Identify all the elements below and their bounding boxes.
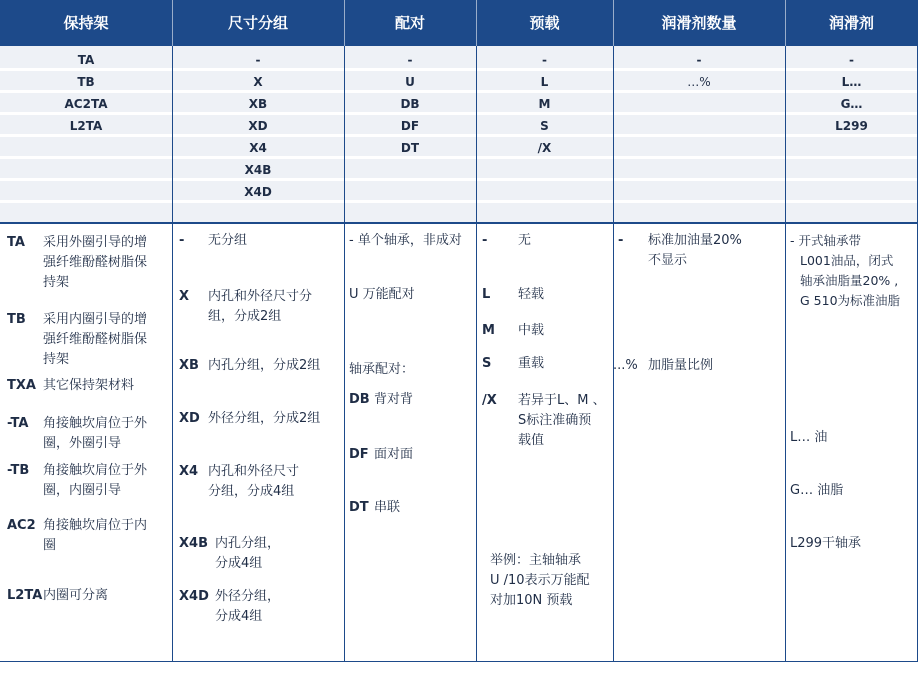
header-divider (172, 0, 173, 46)
preload-text: 载值 (518, 433, 545, 448)
preload-text: 若异于L、M 、 (518, 393, 606, 408)
cage-code: TA (7, 235, 25, 250)
cage-code: TB (7, 312, 26, 327)
pairing-single: - 单个轴承，非成对 (349, 233, 462, 248)
size-text: 分成4组 (215, 609, 263, 624)
lube-text: 轴承油脂量20% , (800, 273, 899, 288)
summary-lube-column (785, 46, 918, 223)
header-divider (476, 0, 477, 46)
lube-qty-text: 不显示 (648, 253, 688, 268)
summary-pairing-column (344, 46, 476, 223)
cage-description-column (0, 225, 172, 662)
preload-entry (482, 231, 610, 251)
cage-code: TXA (7, 378, 36, 393)
summary-cell: L (540, 75, 549, 89)
preload-entry (482, 285, 610, 305)
cage-text: 圈，内圈引导 (43, 483, 122, 498)
header-preload: 预载 (529, 14, 560, 32)
lube-dry: L299干轴承 (790, 536, 862, 551)
pairing-code: DF (349, 447, 369, 462)
size-entry (179, 287, 339, 327)
lube-qty-code: ...% (613, 358, 638, 373)
lube-text: G 510为标准油脂 (800, 293, 901, 308)
size-code: X4 (179, 464, 199, 479)
lube-qty-text: 标准加油量20% (648, 233, 742, 248)
lube-text: - 开式轴承带 (790, 233, 861, 248)
summary-cell: U (405, 75, 415, 89)
pairing-dt (349, 498, 475, 518)
cage-text: 内圈可分离 (43, 588, 109, 603)
size-text: 分成4组 (215, 556, 263, 571)
size-text: 无分组 (208, 233, 248, 248)
summary-cell: AC2TA (64, 97, 108, 111)
size-text: 组，分成2组 (208, 309, 282, 324)
size-text: 内孔和外径尺寸 (208, 464, 300, 479)
size-entry (179, 462, 339, 502)
pairing-text: 串联 (374, 500, 401, 515)
pairing-text: 面对面 (374, 447, 414, 462)
preload-text: 中载 (518, 323, 545, 338)
header-cage: 保持架 (63, 14, 109, 32)
lube-description-column (785, 225, 918, 662)
cage-code: AC2 (7, 518, 36, 533)
pairing-text: 背对背 (374, 392, 414, 407)
size-code: - (179, 233, 185, 248)
lube-qty-code: - (618, 233, 624, 248)
preload-entry (482, 391, 610, 451)
summary-cell: …% (687, 75, 711, 89)
pairing-code: DB (349, 392, 370, 407)
preload-code: M (482, 323, 495, 338)
code-summary (0, 46, 918, 223)
preload-example (490, 551, 610, 611)
lube-qty-percent (613, 356, 783, 376)
header-size-group: 尺寸分组 (227, 14, 288, 32)
cage-text: 角接触坎肩位于外 (43, 416, 148, 431)
preload-text: 轻载 (518, 287, 545, 302)
summary-cell: L299 (835, 119, 868, 133)
header-lube: 润滑剂 (828, 14, 874, 32)
summary-cell: - (542, 53, 547, 67)
size-code: X (179, 289, 190, 304)
summary-cell: - (255, 53, 261, 67)
code-descriptions (0, 225, 918, 662)
cage-entry (7, 461, 167, 501)
lube-grease: G… 油脂 (790, 483, 844, 498)
cage-text: 圈 (43, 538, 57, 553)
lube-qty-text: 加脂量比例 (648, 358, 714, 373)
cage-text: 其它保持架材料 (43, 378, 135, 393)
preload-code: - (482, 233, 488, 248)
summary-cage-column (0, 46, 172, 223)
example-line: U /10表示万能配 (490, 573, 590, 588)
cage-code: -TB (7, 463, 30, 478)
pairing-df (349, 445, 475, 465)
lube-qty-description-column (613, 225, 785, 662)
size-text: 内孔分组， (215, 536, 281, 551)
pairing-heading: 轴承配对： (349, 362, 415, 377)
summary-cell: X4D (244, 185, 272, 199)
preload-code: /X (482, 393, 497, 408)
size-text: 外径分组， (215, 589, 281, 604)
pairing-universal: U 万能配对 (349, 287, 415, 302)
size-entry (179, 409, 339, 429)
preload-text: 无 (518, 233, 532, 248)
summary-cell: XD (248, 119, 268, 133)
summary-cell: - (849, 53, 854, 67)
size-text: 外径分组，分成2组 (208, 411, 321, 426)
lube-open-bearing (790, 231, 918, 311)
summary-cell: X4 (249, 141, 267, 155)
header-divider (344, 0, 345, 46)
size-code: X4B (179, 536, 208, 551)
preload-text: 重载 (518, 356, 545, 371)
summary-cell: DT (400, 141, 420, 155)
cage-entry (7, 516, 167, 556)
summary-cell: X (253, 75, 263, 89)
summary-cell: - (696, 53, 702, 67)
cage-text: 角接触坎肩位于外 (43, 463, 148, 478)
cage-text: 采用外圈引导的增 (43, 235, 148, 250)
cage-entry (7, 310, 167, 370)
size-code: X4D (179, 589, 209, 604)
cage-text: 强纤维酚醛树脂保 (43, 255, 148, 270)
summary-cell: DF (400, 119, 420, 133)
cage-entry (7, 586, 167, 606)
table-header (0, 0, 918, 46)
cage-code: -TA (7, 416, 29, 431)
size-entry (179, 534, 339, 574)
section-divider (0, 222, 918, 224)
example-line: 对加10N 预载 (490, 593, 573, 608)
lube-qty-standard (618, 231, 783, 271)
size-description-column (172, 225, 344, 662)
pairing-db (349, 390, 475, 410)
cage-text: 圈，外圈引导 (43, 436, 122, 451)
summary-cell: TA (77, 53, 95, 67)
summary-lube-qty-column (613, 46, 785, 223)
cage-text: 采用内圈引导的增 (43, 312, 148, 327)
cage-text: 角接触坎肩位于内 (43, 518, 148, 533)
cage-entry (7, 233, 167, 293)
summary-cell: XB (248, 97, 268, 111)
summary-cell: G… (840, 97, 863, 111)
summary-cell: /X (537, 141, 552, 155)
size-entry (179, 231, 339, 251)
pairing-code: DT (349, 500, 369, 515)
preload-text: S标注准确预 (518, 413, 592, 428)
summary-cell: TB (77, 75, 95, 89)
size-code: XB (179, 358, 199, 373)
summary-cell: X4B (244, 163, 272, 177)
summary-cell: L2TA (69, 119, 103, 133)
size-text: 内孔分组，分成2组 (208, 358, 321, 373)
preload-description-column (476, 225, 613, 662)
header-lube-qty: 润滑剂数量 (661, 14, 737, 32)
size-entry (179, 356, 339, 376)
size-entry (179, 587, 339, 627)
cage-text: 持架 (43, 275, 70, 290)
preload-code: L (482, 287, 491, 302)
summary-cell: - (407, 53, 413, 67)
cage-code: L2TA (7, 588, 43, 603)
size-text: 内孔和外径尺寸分 (208, 289, 313, 304)
preload-code: S (482, 356, 492, 371)
pairing-description-column (344, 225, 476, 662)
header-pairing: 配对 (394, 14, 425, 32)
summary-cell: M (538, 97, 551, 111)
summary-cell: L… (841, 75, 862, 89)
summary-size-column (172, 46, 344, 223)
size-text: 分组，分成4组 (208, 484, 295, 499)
lube-text: L001油品，闭式 (800, 253, 894, 268)
summary-cell: S (540, 119, 549, 133)
header-divider (785, 0, 786, 46)
lube-oil: L… 油 (790, 430, 828, 445)
preload-entry (482, 354, 610, 374)
cage-entry (7, 376, 167, 396)
size-code: XD (179, 411, 200, 426)
example-line: 举例：主轴轴承 (490, 553, 582, 568)
header-divider (613, 0, 614, 46)
summary-cell: DB (400, 97, 420, 111)
cage-text: 强纤维酚醛树脂保 (43, 332, 148, 347)
summary-preload-column (476, 46, 613, 223)
cage-entry (7, 414, 167, 454)
preload-entry (482, 321, 610, 341)
cage-text: 持架 (43, 352, 70, 367)
